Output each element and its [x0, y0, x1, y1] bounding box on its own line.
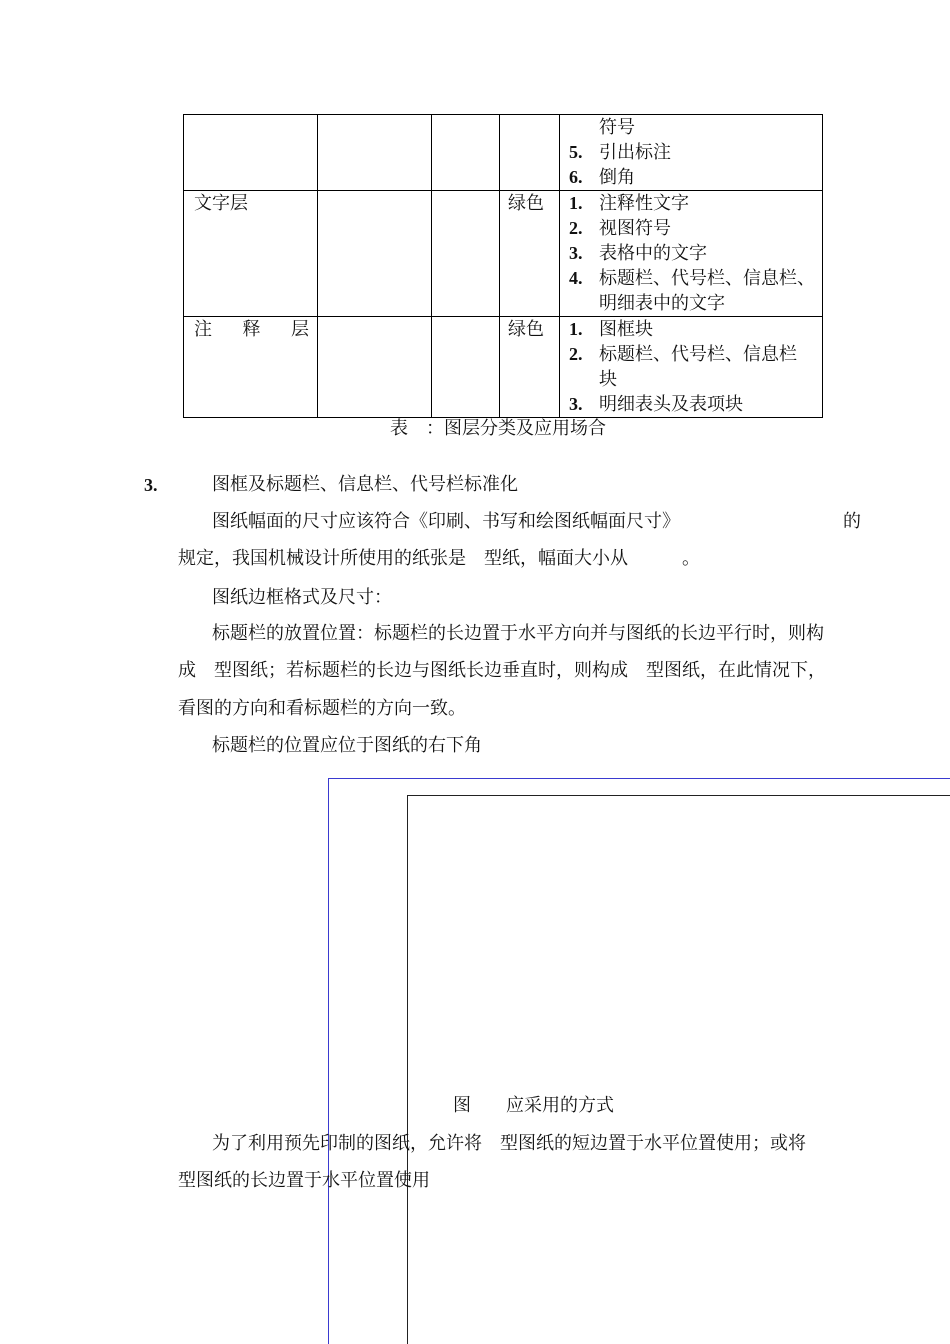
layer-usage-cell: [560, 115, 823, 191]
table-row: [184, 115, 823, 191]
outer-frame-left-line: [328, 778, 329, 1344]
empty-cell: [432, 317, 500, 418]
paragraph-line-end: 的: [843, 511, 861, 532]
list-item: 2. 视图符号: [569, 218, 671, 239]
section-number: 3.: [144, 475, 158, 495]
empty-cell: [318, 115, 432, 191]
paragraph-line: 图纸幅面的尺寸应该符合《印刷、书写和绘图纸幅面尺寸》: [212, 511, 680, 532]
paragraph-line: 为了利用预先印制的图纸，允许将 型图纸的短边置于水平位置使用；或将: [212, 1133, 806, 1154]
list-item: 2. 标题栏、代号栏、信息栏: [569, 344, 797, 365]
layer-name-cell: [184, 317, 318, 418]
layer-table: [183, 114, 823, 418]
list-item: 6. 倒角: [569, 167, 635, 188]
list-item: 5. 引出标注: [569, 142, 671, 163]
layer-name-cell: 文字层: [184, 191, 318, 317]
figure-caption-label: 图: [453, 1095, 471, 1116]
layer-color-cell: 绿色: [500, 317, 560, 418]
layer-usage-cell: [560, 191, 823, 317]
paragraph-line: 标题栏的放置位置：标题栏的长边置于水平方向并与图纸的长边平行时，则构: [212, 623, 824, 644]
figure-caption-text: 应采用的方式: [506, 1095, 614, 1116]
layer-usage-cell: [560, 317, 823, 418]
layer-color-cell: [500, 115, 560, 191]
table-caption: 表 ：图层分类及应用场合: [390, 418, 606, 439]
empty-cell: [318, 191, 432, 317]
layer-name-cell: [184, 115, 318, 191]
list-item: 3. 明细表头及表项块: [569, 394, 743, 415]
list-item: 块: [599, 369, 617, 390]
layer-name-spread: 注 释 层: [194, 319, 309, 340]
paragraph-line: 型图纸的长边置于水平位置使用: [178, 1170, 430, 1191]
empty-cell: [432, 115, 500, 191]
outer-frame-top-line: [328, 778, 950, 779]
paragraph-line: 成 型图纸；若标题栏的长边与图纸长边垂直时，则构成 型图纸，在此情况下，: [178, 660, 826, 681]
section-title: 图框及标题栏、信息栏、代号栏标准化: [212, 474, 518, 495]
list-item: 符号: [599, 117, 635, 138]
table-row: [184, 317, 823, 418]
paragraph-line: 规定，我国机械设计所使用的纸张是 型纸，幅面大小从 。: [178, 548, 700, 569]
list-item: 明细表中的文字: [599, 293, 725, 314]
empty-cell: [318, 317, 432, 418]
table-row: [184, 191, 823, 317]
paragraph-line: 图纸边框格式及尺寸：: [212, 587, 392, 608]
list-item: 1. 图框块: [569, 319, 653, 340]
paragraph-line: 标题栏的位置应位于图纸的右下角: [212, 735, 482, 756]
inner-frame-top-line: [407, 795, 950, 796]
list-item: 1. 注释性文字: [569, 193, 689, 214]
paragraph-line: 看图的方向和看标题栏的方向一致。: [178, 698, 466, 719]
layer-color-cell: 绿色: [500, 191, 560, 317]
empty-cell: [432, 191, 500, 317]
list-item: 3. 表格中的文字: [569, 243, 707, 264]
list-item: 4. 标题栏、代号栏、信息栏、: [569, 268, 815, 289]
inner-frame-left-line: [407, 795, 408, 1344]
